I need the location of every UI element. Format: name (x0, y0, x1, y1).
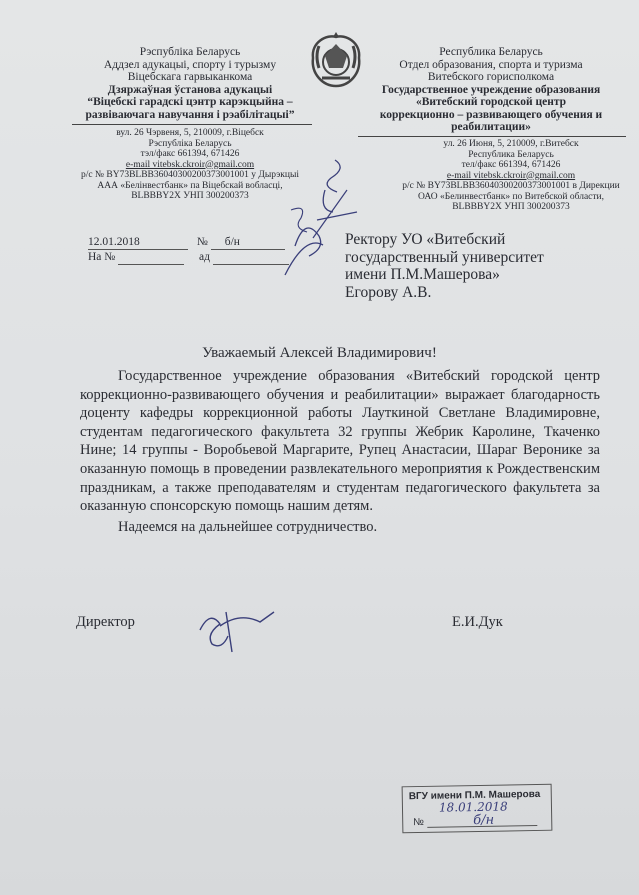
addressee-line-1: Ректору УО «Витебский (345, 231, 506, 248)
director-signature (190, 600, 280, 656)
header-right-org-name-3: реабилитации» (451, 121, 531, 133)
header-left-phone: тэл/факс 661394, 671426 (140, 149, 240, 159)
state-emblem-icon (305, 28, 367, 90)
stamp-no-value: б/н (473, 812, 495, 829)
registration-date: 12.01.2018 (88, 236, 188, 250)
addressee-line-4: Егорову А.В. (345, 283, 432, 301)
reply-from-label: ад (199, 251, 210, 263)
header-right-bic: BLBBBY2X УНП 300200373 (452, 202, 570, 212)
header-left-executive: Віцебскага гарвыканкома (127, 71, 253, 83)
header-right-country: Республика Беларусь (439, 46, 543, 58)
header-left-street: вул. 26 Чэрвеня, 5, 210009, г.Віцебск (116, 128, 264, 138)
header-right-org-name-1: «Витебский городской центр (415, 96, 567, 108)
header-left-org-type: Дзяржаўная ўстанова адукацыі (107, 83, 273, 96)
header-right-org-type: Государственное учреждение образования (381, 83, 601, 96)
header-left-org-name-1: “Віцебскі гарадскі цэнтр карэкцыйна – (87, 96, 293, 108)
header-left-org-name-2: развіваючага навучання і рэабілітацыі” (85, 108, 295, 121)
registration-no-value: б/н (211, 236, 285, 250)
header-right-bank: ОАО «Белинвестбанк» по Витебской области, (418, 191, 604, 202)
header-right-email: e-mail vitebsk.ckroir@gmail.com (446, 170, 576, 181)
header-right (360, 46, 622, 134)
header-left-department: Аддзел адукацыі, спорту і турызму (103, 58, 277, 71)
header-left-country: Рэспубліка Беларусь (139, 46, 241, 58)
header-right-street: ул. 26 Июня, 5, 210009, г.Витебск (443, 139, 579, 149)
letter-greeting: Уважаемый Алексей Владимирович! (202, 345, 437, 361)
addressee-block (345, 231, 544, 301)
signatory-position: Директор (76, 614, 135, 630)
header-right-contacts (380, 139, 639, 213)
addressee-line-2: государственный университет (345, 248, 544, 266)
header-left-bank: ААА «Белінвестбанк» па Віцебскай вобласці, (97, 180, 283, 191)
letter-paragraph-1: Государственное учреждение образования «Витебский городской центр коррекционно-развивающего обучения и реабилитации» выражает благодарность доценту кафедры коррекционной работы Лауткиной Светлане Владимировне, студентам педагогического факультета 32 группы Жебрик Каролине, Ткаченко Нине; 14 группы - Воробьевой Маргарите, Рупец Анастасии, Шараг Веронике за оказанную помощь в проведении развлекательного мероприятия к Рождественским праздникам, а также преподавателям и студентам педагогического факультета за оказанную спонсорскую помощь нашим детям. (80, 368, 600, 515)
header-right-phone: тел/факс 661394, 671426 (461, 160, 561, 170)
reply-number-field (118, 251, 184, 265)
stamp-no-label: № (413, 816, 425, 829)
header-left-email: e-mail vitebsk.ckroir@gmail.com (125, 159, 255, 170)
stamp-date: 18.01.2018 (438, 799, 508, 815)
addressee-line-3: имени П.М.Машерова» (345, 266, 500, 283)
reply-label: На № (88, 251, 116, 263)
header-right-department: Отдел образования, спорта и туризма (399, 58, 583, 71)
header-right-account: р/с № BY73BLBB36040300200373001001 в Дирекции (402, 181, 620, 191)
incoming-registration-stamp (402, 784, 553, 834)
header-separator-right (358, 136, 626, 137)
header-left (75, 46, 305, 121)
header-left-republic: Рэспубліка Беларусь (148, 138, 232, 149)
registration-no-label: № (196, 236, 208, 248)
header-separator-left (72, 124, 312, 125)
letter-paragraph-2: Надеемся на дальнейшее сотрудничество. (118, 518, 378, 535)
letter-body (80, 367, 600, 536)
signatory-name: Е.И.Дук (452, 614, 503, 630)
header-left-account: р/с № BY73BLBB36040300200373001001 у Дырэкцыі (80, 170, 300, 180)
stamp-org: ВГУ имени П.М. Машерова (408, 788, 541, 803)
header-right-executive: Витебского горисполкома (427, 71, 555, 83)
header-left-bic: BLBBBY2X УНП 300200373 (131, 191, 249, 201)
header-right-republic: Республика Беларусь (468, 149, 554, 160)
header-right-org-name-2: коррекционно – развивающего обучения и (379, 108, 603, 121)
